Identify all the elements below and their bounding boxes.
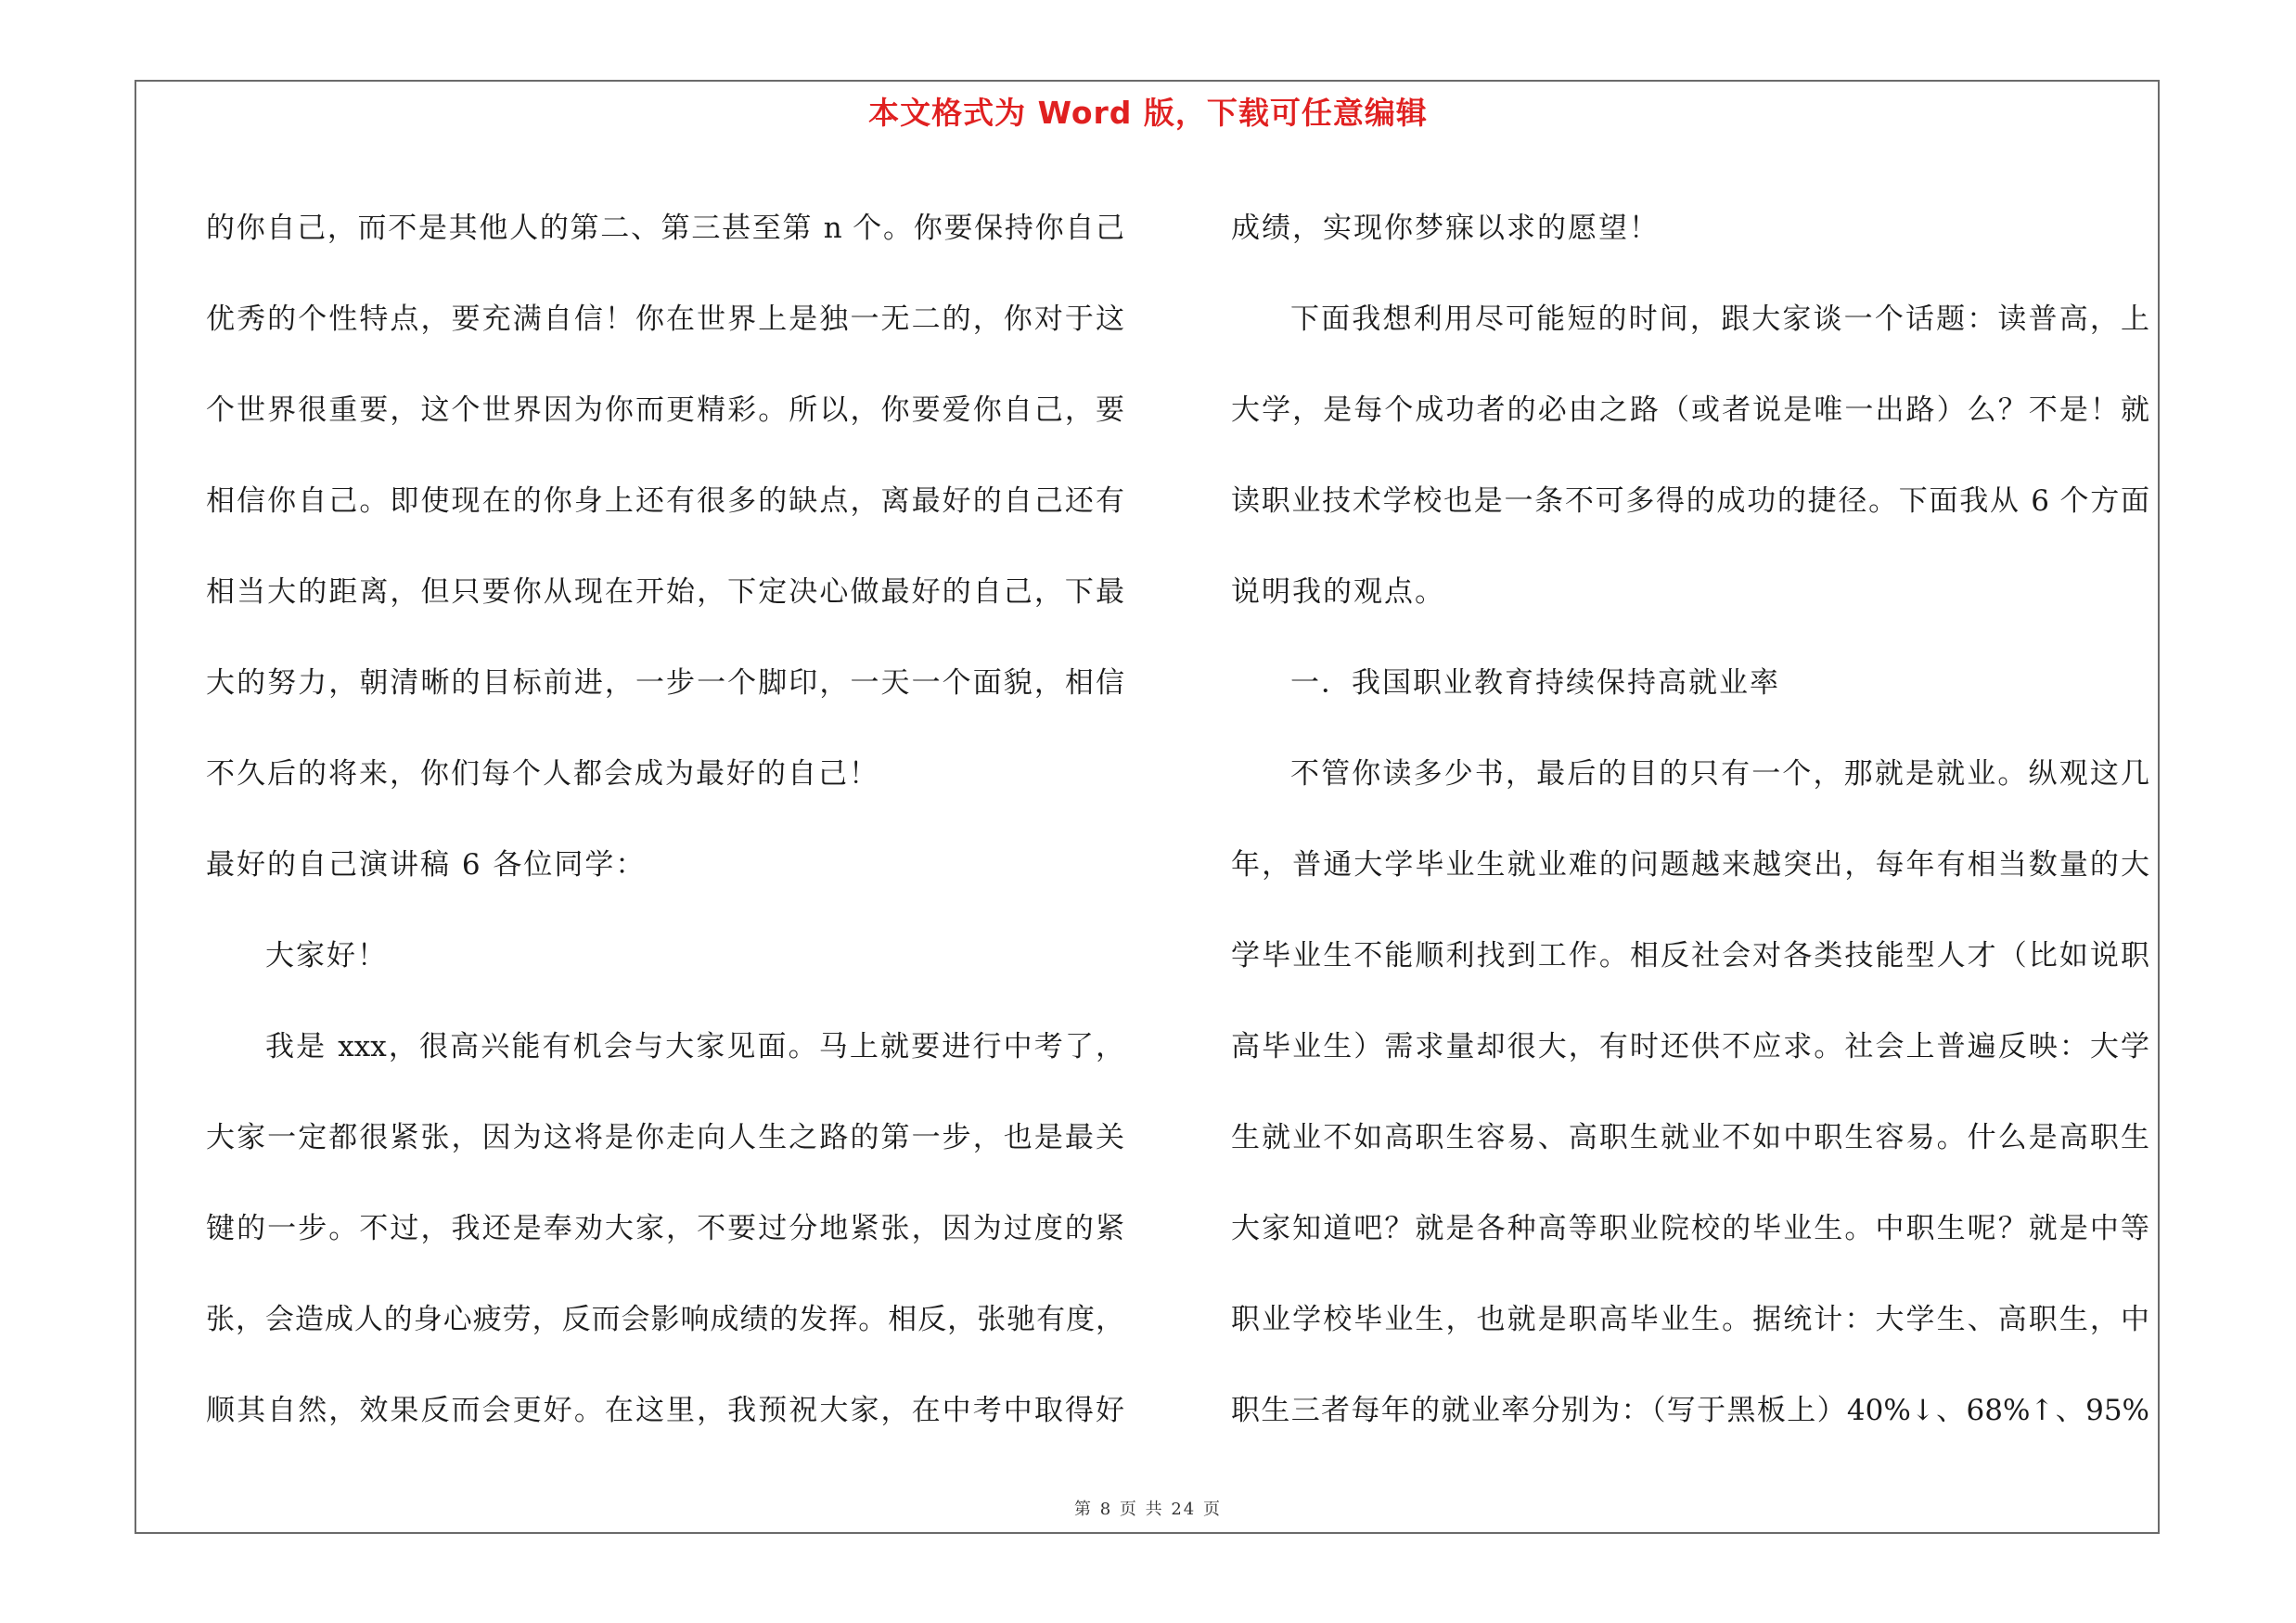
text-line: 张，会造成人的身心疲劳，反而会影响成绩的发挥。相反，张驰有度， — [206, 1303, 1124, 1336]
text-line: 的你自己，而不是其他人的第二、第三甚至第 n 个。你要保持你自己 — [206, 212, 1124, 245]
right-column — [1231, 183, 2149, 1456]
text-line: 职业学校毕业生，也就是职高毕业生。据统计：大学生、高职生，中 — [1231, 1303, 2149, 1336]
section-heading: 一．我国职业教育持续保持高就业率 — [1290, 666, 1780, 700]
text-line: 生就业不如高职生容易、高职生就业不如中职生容易。什么是高职生 — [1231, 1121, 2149, 1154]
text-line: 年，普通大学毕业生就业难的问题越来越突出，每年有相当数量的大 — [1231, 848, 2149, 882]
format-banner: 本文格式为 Word 版，下载可任意编辑 — [868, 95, 1428, 131]
text-line: 大学，是每个成功者的必由之路（或者说是唯一出路）么？不是！就 — [1231, 393, 2149, 427]
text-line: 读职业技术学校也是一条不可多得的成功的捷径。下面我从 6 个方面 — [1231, 484, 2149, 518]
text-line: 相当大的距离，但只要你从现在开始，下定决心做最好的自己，下最 — [206, 575, 1124, 609]
text-line: 大家知道吧？就是各种高等职业院校的毕业生。中职生呢？就是中等 — [1231, 1212, 2149, 1245]
text-line: 个世界很重要，这个世界因为你而更精彩。所以，你要爱你自己，要 — [206, 393, 1124, 427]
text-line: 键的一步。不过，我还是奉劝大家，不要过分地紧张，因为过度的紧 — [206, 1212, 1124, 1245]
section-heading: 最好的自己演讲稿 6 各位同学： — [206, 848, 647, 882]
text-line: 说明我的观点。 — [1231, 575, 1445, 609]
text-line: 下面我想利用尽可能短的时间，跟大家谈一个话题：读普高，上 — [1290, 303, 2149, 336]
greeting-line: 大家好！ — [265, 939, 388, 973]
text-line: 不久后的将来，你们每个人都会成为最好的自己！ — [206, 757, 879, 791]
text-line: 大的努力，朝清晰的目标前进，一步一个脚印，一天一个面貌，相信 — [206, 666, 1124, 700]
text-line: 职生三者每年的就业率分别为：（写于黑板上）40%↓、68%↑、95% — [1231, 1394, 2149, 1427]
text-line: 成绩，实现你梦寐以求的愿望！ — [1231, 212, 1660, 245]
text-line: 我是 xxx，很高兴能有机会与大家见面。马上就要进行中考了， — [265, 1030, 1124, 1063]
text-line: 相信你自己。即使现在的你身上还有很多的缺点，离最好的自己还有 — [206, 484, 1124, 518]
text-line: 学毕业生不能顺利找到工作。相反社会对各类技能型人才（比如说职 — [1231, 939, 2149, 973]
text-line: 不管你读多少书，最后的目的只有一个，那就是就业。纵观这几 — [1290, 757, 2149, 791]
text-line: 大家一定都很紧张，因为这将是你走向人生之路的第一步，也是最关 — [206, 1121, 1124, 1154]
text-line: 优秀的个性特点，要充满自信！你在世界上是独一无二的，你对于这 — [206, 303, 1124, 336]
page-number-footer: 第 8 页 共 24 页 — [1074, 1500, 1222, 1519]
left-column — [206, 183, 1124, 1456]
text-line: 顺其自然，效果反而会更好。在这里，我预祝大家，在中考中取得好 — [206, 1394, 1124, 1427]
text-line: 高毕业生）需求量却很大，有时还供不应求。社会上普遍反映：大学 — [1231, 1030, 2149, 1063]
